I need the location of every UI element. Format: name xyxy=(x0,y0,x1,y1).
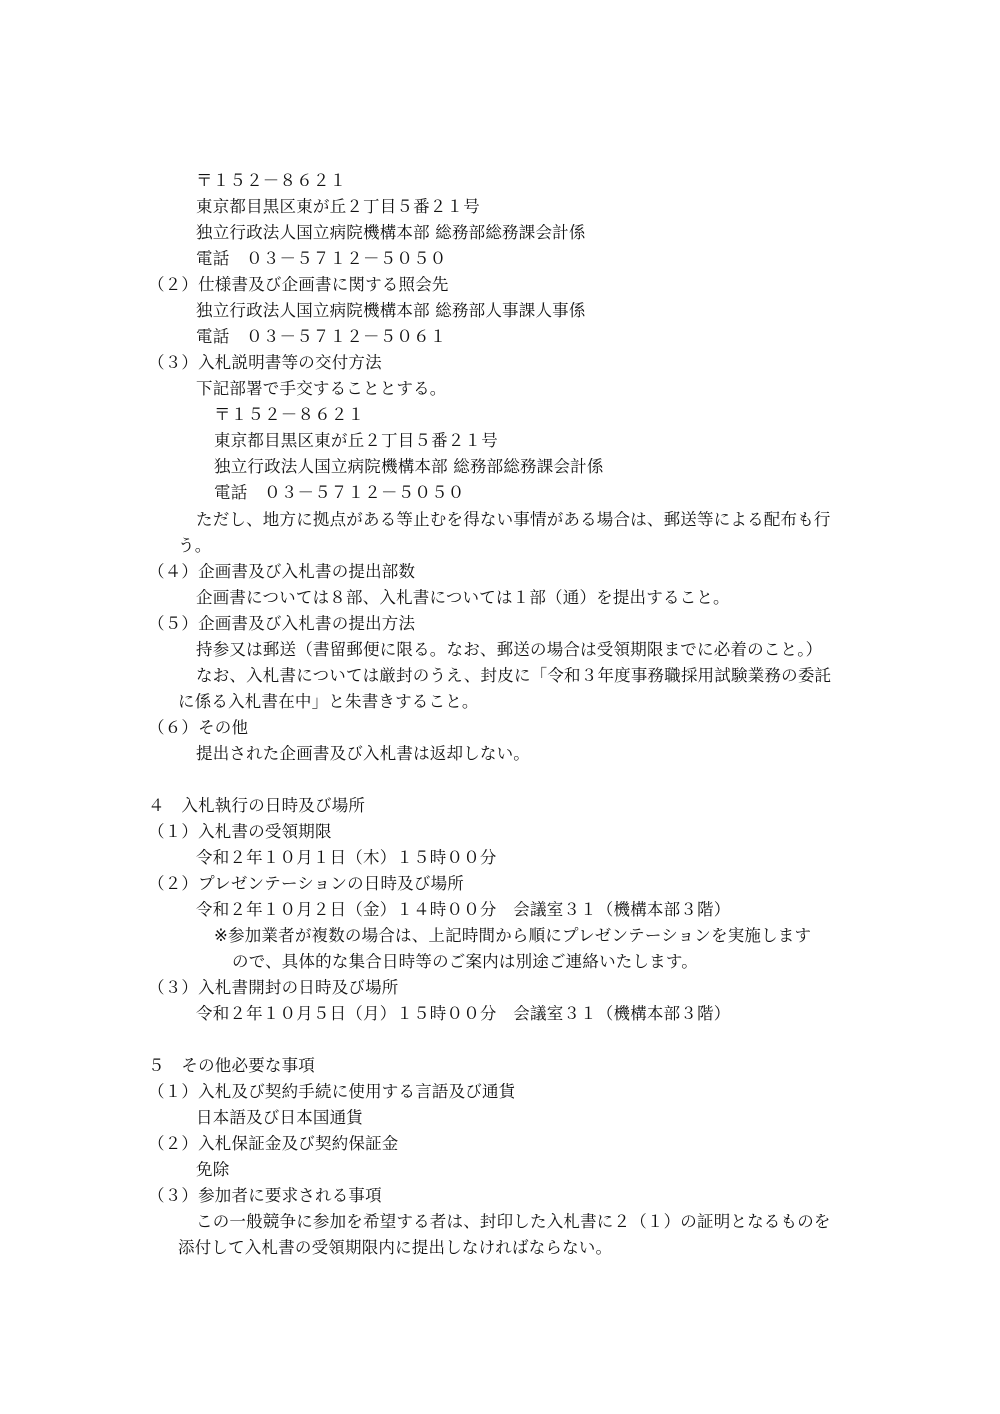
item-heading: （１）入札書の受領期限 xyxy=(148,822,332,841)
item-heading: （６）その他 xyxy=(148,718,249,737)
phone: 電話 ０３－５７１２－５０５０ xyxy=(196,249,447,268)
phone: 電話 ０３－５７１２－５０６１ xyxy=(196,327,447,346)
item-heading: （３）入札書開封の日時及び場所 xyxy=(148,978,399,997)
item-heading: （１）入札及び契約手続に使用する言語及び通貨 xyxy=(148,1082,516,1101)
paragraph-line: 企画書については８部、入札書については１部（通）を提出すること。 xyxy=(196,588,730,607)
paragraph-line: 提出された企画書及び入札書は返却しない。 xyxy=(196,744,530,763)
paragraph-line: なお、入札書については厳封のうえ、封皮に「令和３年度事務職採用試験業務の委託 xyxy=(196,666,832,685)
postal-code: 〒１５２－８６２１ xyxy=(196,171,347,190)
item-heading: （２）仕様書及び企画書に関する照会先 xyxy=(148,275,449,294)
item-heading: （４）企画書及び入札書の提出部数 xyxy=(148,562,416,581)
paragraph-line: う。 xyxy=(178,536,212,555)
paragraph-line: 持参又は郵送（書留郵便に限る。なお、郵送の場合は受領期限までに必着のこと。） xyxy=(196,640,823,659)
paragraph-line: ただし、地方に拠点がある等止むを得ない事情がある場合は、郵送等による配布も行 xyxy=(196,510,831,529)
postal-code: 〒１５２－８６２１ xyxy=(214,405,365,424)
datetime: 令和２年１０月５日（月）１５時００分 会議室３１（機構本部３階） xyxy=(196,1004,731,1023)
item-heading: （２）入札保証金及び契約保証金 xyxy=(148,1134,399,1153)
item-heading: （５）企画書及び入札書の提出方法 xyxy=(148,614,416,633)
paragraph-line: 下記部署で手交することとする。 xyxy=(196,379,447,398)
department: 独立行政法人国立病院機構本部 総務部人事課人事係 xyxy=(196,301,586,320)
item-heading: （３）参加者に要求される事項 xyxy=(148,1186,382,1205)
paragraph-line: 免除 xyxy=(196,1160,230,1179)
item-heading: （３）入札説明書等の交付方法 xyxy=(148,353,382,372)
note-line: ※参加業者が複数の場合は、上記時間から順にプレゼンテーションを実施します xyxy=(214,926,812,945)
section-heading: ４ 入札執行の日時及び場所 xyxy=(148,796,366,815)
address: 東京都目黒区東が丘２丁目５番２１号 xyxy=(214,431,498,450)
section-heading: ５ その他必要な事項 xyxy=(148,1056,315,1075)
datetime: 令和２年１０月２日（金）１４時００分 会議室３１（機構本部３階） xyxy=(196,900,731,919)
datetime: 令和２年１０月１日（木）１５時００分 xyxy=(196,848,497,867)
paragraph-line: この一般競争に参加を希望する者は、封印した入札書に２（１）の証明となるものを xyxy=(196,1212,831,1231)
address: 東京都目黒区東が丘２丁目５番２１号 xyxy=(196,197,480,216)
paragraph-line: 日本語及び日本国通貨 xyxy=(196,1108,363,1127)
phone: 電話 ０３－５７１２－５０５０ xyxy=(214,483,465,502)
department: 独立行政法人国立病院機構本部 総務部総務課会計係 xyxy=(214,457,604,476)
paragraph-line: 添付して入札書の受領期限内に提出しなければならない。 xyxy=(178,1238,613,1257)
paragraph-line: に係る入札書在中」と朱書きすること。 xyxy=(178,692,479,711)
department: 独立行政法人国立病院機構本部 総務部総務課会計係 xyxy=(196,223,586,242)
note-line: ので、具体的な集合日時等のご案内は別途ご連絡いたします。 xyxy=(232,952,698,971)
item-heading: （２）プレゼンテーションの日時及び場所 xyxy=(148,874,464,893)
